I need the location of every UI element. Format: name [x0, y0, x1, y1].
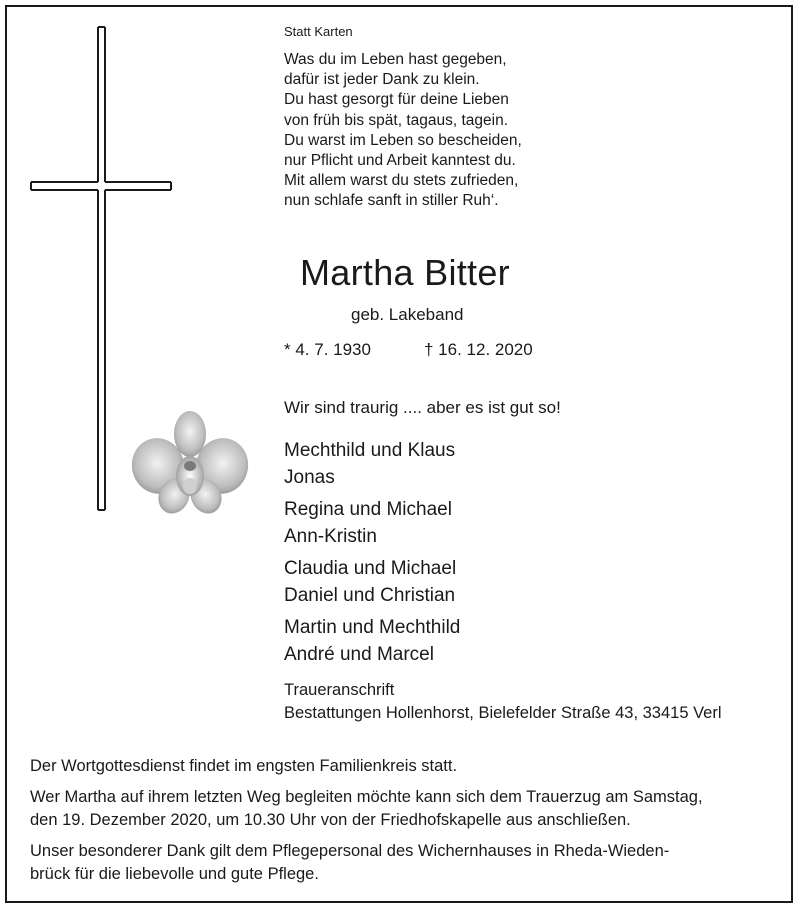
motto: Wir sind traurig .... aber es ist gut so!: [284, 398, 561, 417]
mourner-name: Claudia und Michael: [284, 558, 457, 579]
mourners-list: [284, 438, 460, 674]
mourner-name: Jonas: [284, 466, 335, 488]
notice-line: Unser besonderer Dank gilt dem Pflegepersonal des Wichernhauses in Rheda-Wieden-: [30, 842, 670, 860]
mourner-group: [284, 556, 460, 609]
poem: [284, 50, 522, 212]
mourner-group: [284, 438, 460, 491]
notice-line: brück für die liebevolle und gute Pflege.: [30, 865, 319, 883]
notice-line: Der Wortgottesdienst findet im engsten Familienkreis statt.: [30, 757, 458, 775]
notice-line: Wer Martha auf ihrem letzten Weg begleiten möchte kann sich dem Trauerzug am Samstag,: [30, 788, 703, 806]
address-label: Traueranschrift: [284, 681, 395, 699]
statt-karten: Statt Karten: [284, 24, 353, 39]
birth-date: * 4. 7. 1930: [284, 340, 371, 359]
notice-paragraph: [30, 755, 775, 778]
poem-line: Was du im Leben hast gegeben,: [284, 51, 507, 68]
mourner-name: Ann-Kristin: [284, 525, 377, 547]
notice-paragraph: [30, 786, 775, 832]
mourner-name: Mechthild und Klaus: [284, 440, 456, 461]
mourner-group: [284, 615, 460, 668]
poem-line: von früh bis spät, tagaus, tagein.: [284, 111, 509, 129]
mourner-name: André und Marcel: [284, 643, 434, 665]
mourner-group: [284, 497, 460, 550]
mourner-name: Martin und Mechthild: [284, 617, 461, 638]
mourner-name: Regina und Michael: [284, 499, 452, 520]
death-date: † 16. 12. 2020: [424, 340, 533, 359]
poem-line: nun schlafe sanft in stiller Ruh‘.: [284, 192, 499, 210]
poem-line: Mit allem warst du stets zufrieden,: [284, 172, 519, 190]
poem-line: dafür ist jeder Dank zu klein.: [284, 71, 480, 89]
notice-line: den 19. Dezember 2020, um 10.30 Uhr von der Friedhofskapelle aus anschließen.: [30, 811, 631, 829]
mourner-name: Daniel und Christian: [284, 584, 456, 606]
notices: [30, 755, 775, 894]
orchid-flower: [126, 408, 256, 518]
poem-line: Du hast gesorgt für deine Lieben: [284, 91, 509, 109]
poem-line: nur Pflicht und Arbeit kanntest du.: [284, 151, 516, 169]
address-value: Bestattungen Hollenhorst, Bielefelder Straße 43, 33415 Verl: [284, 704, 722, 722]
maiden-name: geb. Lakeband: [351, 305, 464, 324]
deceased-name: Martha Bitter: [300, 252, 510, 293]
poem-line: Du warst im Leben so bescheiden,: [284, 131, 522, 149]
notice-paragraph: [30, 840, 775, 886]
